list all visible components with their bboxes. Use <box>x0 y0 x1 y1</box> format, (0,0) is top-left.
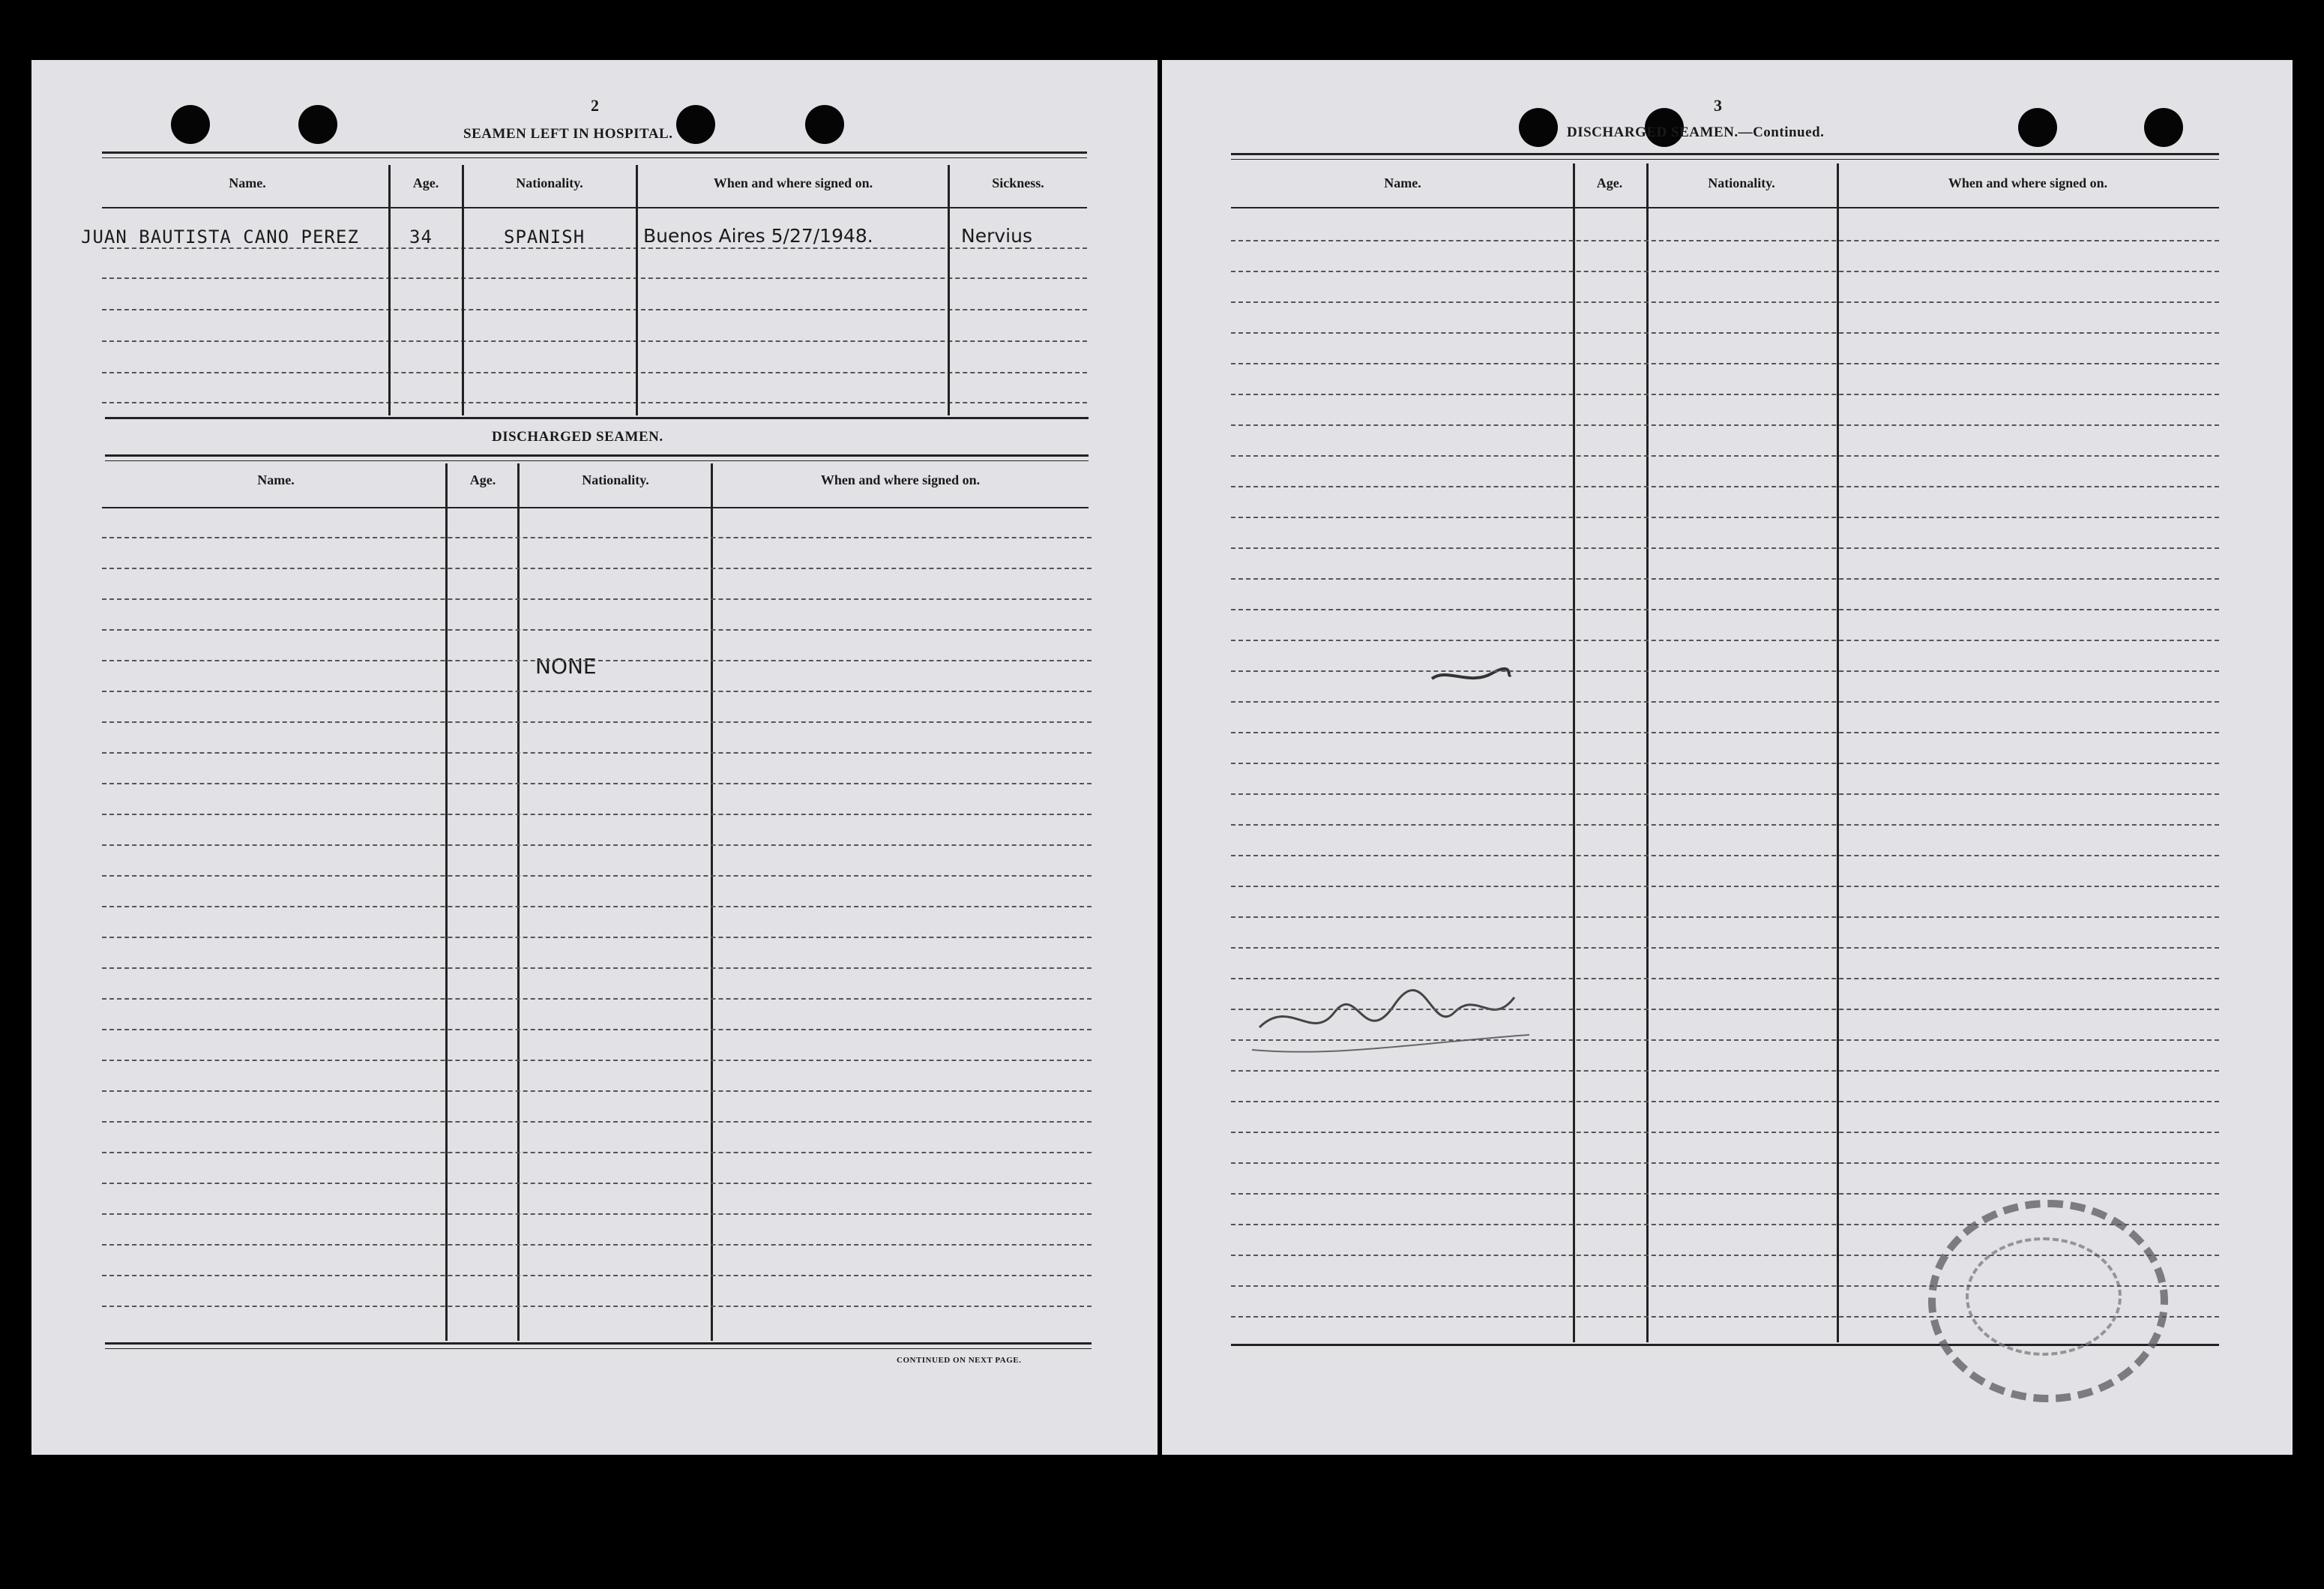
column-divider <box>636 165 638 415</box>
hospital-seaman-nationality: SPANISH <box>504 226 585 247</box>
column-header-age: Age. <box>412 175 439 190</box>
column-header-age: Age. <box>1596 175 1623 190</box>
row-line <box>1231 1224 2219 1225</box>
row-line <box>1231 271 2219 272</box>
column-header-nationality: Nationality. <box>582 472 649 487</box>
left-page <box>31 60 1158 1455</box>
bottom-rule <box>105 1348 1092 1349</box>
row-line <box>1231 978 2219 979</box>
row-line <box>102 598 1092 600</box>
row-line <box>102 372 1087 373</box>
row-line <box>1231 1009 2219 1010</box>
row-line <box>102 660 1092 661</box>
punch-hole <box>298 105 337 144</box>
row-line <box>1231 517 2219 518</box>
row-line <box>1231 1255 2219 1256</box>
row-line <box>1231 486 2219 487</box>
table-top-rule <box>1231 153 2219 155</box>
row-line <box>1231 1101 2219 1102</box>
discharged-entry: NONE <box>535 654 597 679</box>
hospital-seaman-signed-on: Buenos Aires 5/27/1948. <box>643 225 873 247</box>
row-line <box>1231 609 2219 610</box>
column-divider <box>948 165 950 415</box>
column-divider <box>1837 163 1839 1342</box>
office-stamp <box>1928 1200 2168 1402</box>
row-line <box>1231 301 2219 303</box>
row-line <box>1231 886 2219 887</box>
punch-hole <box>2018 108 2057 147</box>
row-line <box>102 1121 1092 1123</box>
page-number: 3 <box>1714 96 1722 115</box>
row-line <box>102 1275 1092 1276</box>
punch-hole <box>2144 108 2183 147</box>
row-line <box>102 1090 1092 1092</box>
column-header-nationality: Nationality. <box>1708 175 1775 190</box>
header-rule <box>102 507 1089 508</box>
row-line <box>102 752 1092 754</box>
row-line <box>1231 578 2219 580</box>
row-line <box>102 1306 1092 1307</box>
header-rule <box>102 207 1087 208</box>
table-top-rule <box>102 157 1087 158</box>
punch-hole <box>805 105 844 144</box>
table-top-rule <box>102 151 1087 154</box>
row-line <box>1231 424 2219 426</box>
column-divider <box>462 165 464 415</box>
column-divider <box>517 463 520 1341</box>
row-line <box>102 1183 1092 1184</box>
column-divider <box>388 165 391 415</box>
row-line <box>1231 240 2219 241</box>
row-line <box>102 277 1087 279</box>
row-line <box>1231 1316 2219 1318</box>
row-line <box>102 629 1092 631</box>
row-line <box>1231 763 2219 764</box>
continued-note: CONTINUED ON NEXT PAGE. <box>897 1356 1022 1365</box>
row-line <box>1231 547 2219 549</box>
row-line <box>102 402 1087 403</box>
column-divider <box>445 463 448 1341</box>
row-line <box>102 309 1087 310</box>
header-rule <box>1231 207 2219 208</box>
row-line <box>102 906 1092 907</box>
row-line <box>1231 640 2219 641</box>
row-line <box>102 1244 1092 1246</box>
hospital-seaman-name: JUAN BAUTISTA CANO PEREZ <box>81 226 359 247</box>
page-number: 2 <box>591 96 599 115</box>
row-line <box>102 568 1092 569</box>
row-line <box>102 1152 1092 1153</box>
signature-scribble <box>1244 967 1574 1072</box>
row-line <box>1231 670 2219 672</box>
column-header-age: Age. <box>469 472 496 487</box>
row-line <box>1231 701 2219 703</box>
smudge-mark <box>1424 660 1514 690</box>
row-line <box>102 937 1092 938</box>
column-header-signed-on: When and where signed on. <box>713 175 873 190</box>
discharged-section-title: DISCHARGED SEAMEN. <box>492 429 663 445</box>
row-line <box>102 721 1092 723</box>
column-header-name: Name. <box>1384 175 1421 190</box>
discharged-continued-title: DISCHARGED SEAMEN.—Continued. <box>1567 124 1825 140</box>
row-line <box>102 875 1092 877</box>
column-divider <box>711 463 713 1341</box>
row-line <box>102 1213 1092 1215</box>
row-line <box>1231 947 2219 949</box>
column-header-name: Name. <box>229 175 266 190</box>
row-line <box>1231 1070 2219 1072</box>
row-line <box>102 967 1092 969</box>
row-line <box>1231 1193 2219 1195</box>
row-line <box>102 814 1092 815</box>
column-header-signed-on: When and where signed on. <box>820 472 981 487</box>
row-line <box>102 537 1092 538</box>
row-line <box>102 1029 1092 1030</box>
row-line <box>102 691 1092 692</box>
section-rule <box>105 460 1089 461</box>
row-line <box>102 998 1092 1000</box>
row-line <box>102 844 1092 846</box>
bottom-rule <box>105 1342 1092 1345</box>
row-line <box>102 340 1087 342</box>
row-line <box>1231 363 2219 364</box>
hospital-seaman-sickness: Nervius <box>961 225 1032 247</box>
column-header-signed-on: When and where signed on. <box>1948 175 2108 190</box>
hospital-section-title: SEAMEN LEFT IN HOSPITAL. <box>463 126 673 142</box>
row-line <box>1231 793 2219 795</box>
column-header-name: Name. <box>257 472 295 487</box>
row-line <box>1231 1132 2219 1133</box>
row-line <box>1231 455 2219 457</box>
row-line <box>1231 916 2219 918</box>
punch-hole <box>171 105 210 144</box>
row-line <box>1231 1285 2219 1287</box>
row-line <box>1231 332 2219 334</box>
row-line <box>1231 1039 2219 1041</box>
column-divider <box>1573 163 1575 1342</box>
punch-hole <box>676 105 715 144</box>
row-line <box>1231 855 2219 856</box>
column-header-sickness: Sickness. <box>992 175 1044 190</box>
row-line <box>102 783 1092 784</box>
row-line <box>1231 1162 2219 1164</box>
row-line <box>1231 394 2219 395</box>
row-line <box>1231 824 2219 826</box>
punch-hole <box>1519 108 1558 147</box>
section-rule <box>105 454 1089 457</box>
row-line <box>102 1060 1092 1061</box>
column-divider <box>1646 163 1649 1342</box>
column-header-nationality: Nationality. <box>516 175 583 190</box>
row-line <box>102 247 1087 249</box>
section-rule <box>105 417 1089 419</box>
hospital-seaman-age: 34 <box>409 226 433 247</box>
table-top-rule <box>1231 159 2219 160</box>
row-line <box>1231 732 2219 733</box>
